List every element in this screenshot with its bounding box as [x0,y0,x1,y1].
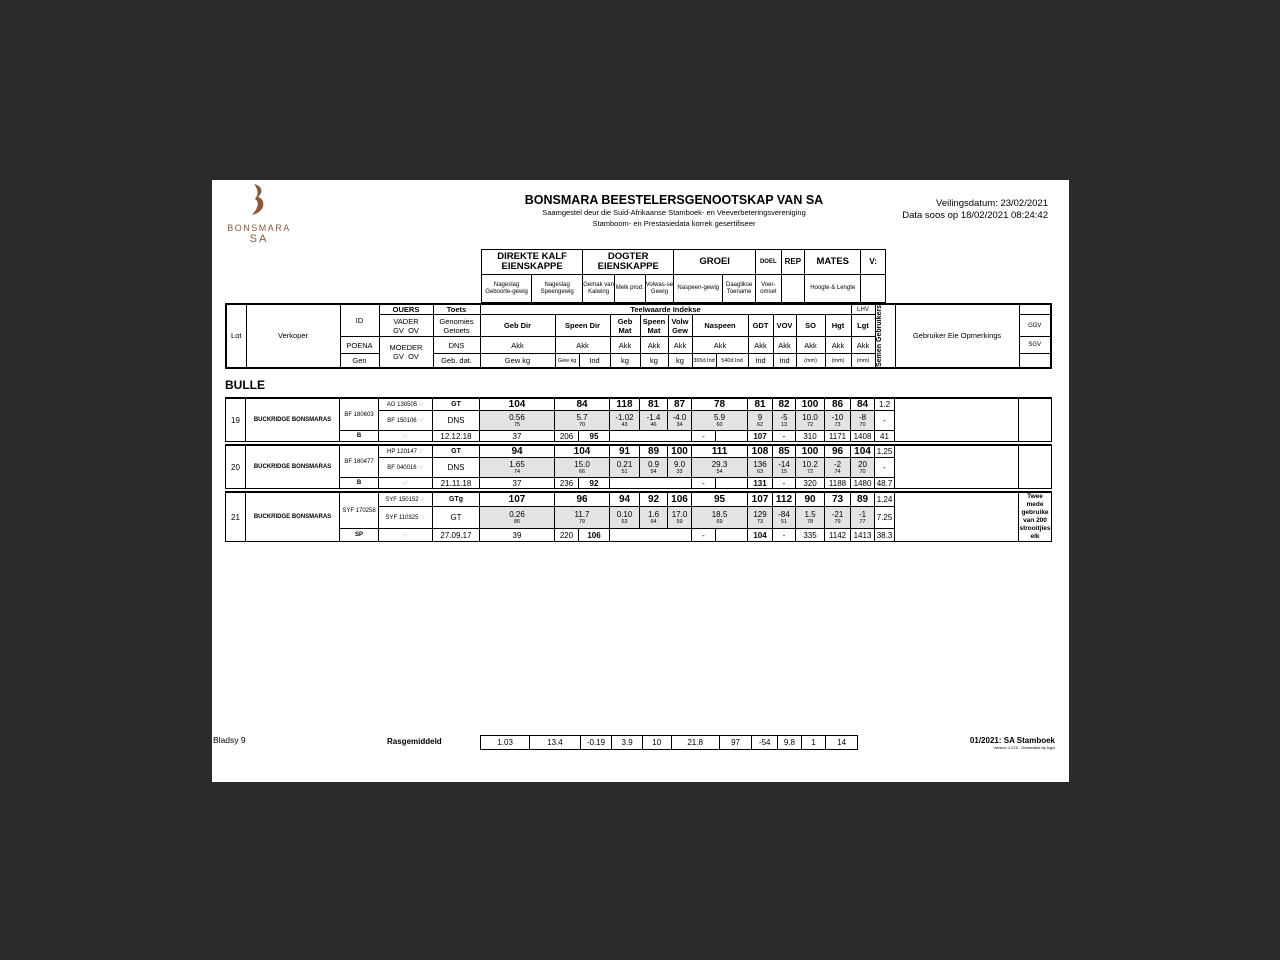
accuracy-naspeen: 54 [716,468,723,475]
akk-gdt: Akk [748,337,773,354]
sub-nageslag-geb: Nageslag Geboorte-gewig [482,275,532,303]
test-code: GTg [433,492,480,506]
unit-speenmat: kg [640,354,668,368]
sub-hoogte: Hoogte & Lengte [805,275,861,303]
wean-index: 95 [579,431,610,442]
accuracy-gdt: 73 [756,518,764,525]
accuracy-hgt: 79 [834,518,841,525]
wean-weight: 206 [555,431,579,442]
post-wean-365: - [692,478,716,489]
value-gebdir: 1.65 74 [480,458,555,478]
poena: B [340,478,379,489]
lot-row [225,444,1052,489]
height: 1142 [825,529,851,542]
scrotal: 335 [796,529,825,542]
index-gebdir: 107 [480,492,555,506]
dam-id: BF 040016 ☞ [379,458,433,478]
sub-nageslag-speen: Nageslag Speengewig [532,275,583,303]
col-vader: VADER [393,316,419,326]
logo-line1: BONSMARA [227,223,291,233]
wean-index: 106 [579,529,610,542]
avg-value: 21.8 [671,736,719,750]
col-gdt: GDT [748,315,773,337]
col-gebdir: Geb Dir [480,315,555,337]
col-gv-1: GV [393,325,404,335]
avg-value: 97 [719,736,752,750]
sire-id: SYF 150152 ☞ [379,492,433,506]
accuracy-gebdir: 86 [513,518,521,525]
avg-label: Rasgemiddeld [387,737,442,746]
akk-lgt: Akk [851,337,875,354]
value-vov: -84 51 [773,506,796,529]
accuracy-vov: 51 [780,518,788,525]
remark [1019,398,1052,442]
accuracy-lgt: 70 [859,421,866,428]
value-gdt: 136 63 [748,458,773,478]
value-gebmat: 0.10 63 [610,506,640,529]
akk-speenmat: Akk [640,337,668,354]
akk-vov: Akk [773,337,796,354]
index-gdt: 108 [748,445,773,458]
index-so: 100 [796,398,825,411]
col-opmerkings: Gebruiker Eie Opmerkings [895,304,1019,368]
col-toets: Toets [433,304,480,315]
avg-value: -0.19 [580,736,612,750]
akk-volwgew: Akk [668,337,692,354]
value-speendir: 5.7 70 [555,411,610,431]
index-so: 100 [796,445,825,458]
col-gebmat: Geb Mat [610,315,640,337]
v-value-2: 7.25 [875,506,895,529]
accuracy-hgt: 73 [834,421,841,428]
birth-weight: 39 [480,529,555,542]
index-hgt: 73 [825,492,851,506]
value-gebmat: 0.21 51 [610,458,640,478]
value-hgt: -10 73 [825,411,851,431]
scrotal: 320 [796,478,825,489]
col-lot: Lot [226,304,246,368]
index-gdt: 107 [748,492,773,506]
index-naspeen: 95 [692,492,748,506]
sub-volwasse: Volwas-se Gewig [645,275,674,303]
dam-id: BF 150106 ☞ [379,411,433,431]
sub-voer: Voer-omset [756,275,782,303]
post-wean-365: - [692,529,716,542]
catalogue-page [212,180,1069,782]
lot-row [225,491,1052,542]
post-wean-365: - [692,431,716,442]
col-ouers: OUERS [379,304,433,315]
column-header [225,303,1052,369]
col-moeder: MOEDER [389,342,423,352]
auction-date: Veilingsdatum: 23/02/2021 [936,198,1048,209]
vov-index: - [773,529,796,542]
dam-id: SYF 110325 ☞ [379,506,433,529]
accuracy-vov: 15 [780,468,788,475]
col-genomies: Genomies Getoets [433,315,480,337]
accuracy-speenmat: 46 [650,421,657,428]
index-speendir: 96 [555,492,610,506]
wean-weight: 236 [555,478,579,489]
accuracy-speenmat: 54 [650,468,657,475]
dam-icon: ☞ [418,418,424,424]
group-rep: REP [781,250,805,275]
index-speendir: 104 [555,445,610,458]
index-hgt: 86 [825,398,851,411]
value-hgt: -21 79 [825,506,851,529]
index-speenmat: 89 [640,445,668,458]
akk-hgt: Akk [825,337,851,354]
birth-date: 27.09.17 [433,529,480,542]
wean-index: 92 [579,478,610,489]
value-so: 10.0 72 [796,411,825,431]
index-gebdir: 94 [480,445,555,458]
sire-icon: ☞ [418,402,425,408]
v-value-2: - [875,411,895,431]
unit-gdt: Ind [748,354,773,368]
trait-group-header [481,249,886,303]
animal-id: BF 180603 [340,398,379,431]
value-gebdir: 0.26 86 [480,506,555,529]
lot-number: 19 [226,398,246,442]
accuracy-volwgew: 34 [676,421,683,428]
avg-value: 13.4 [530,736,580,750]
accuracy-naspeen: 69 [716,518,723,525]
index-volwgew: 100 [668,445,692,458]
index-lgt: 89 [851,492,875,506]
moeder-icon: ☞ [379,478,433,489]
unit-hgt: (mm) [825,354,851,368]
org-sub1: Saamgestel deur die Suid-Afrikaanse Stamboek- en Veeverbeteringsvereniging [542,208,806,217]
length: 1413 [851,529,875,542]
col-speendir: Speen Dir [555,315,610,337]
value-speenmat: -1.4 46 [640,411,668,431]
seller: BUCKRIDGE BONSMARAS [246,398,340,442]
col-poena: POENA [340,337,379,354]
unit-lgt: (mm) [851,354,875,368]
col-naspeen: Naspeen [692,315,748,337]
test-code: GT [433,398,480,411]
unit-vov: Ind [773,354,796,368]
birth-weight: 37 [480,478,555,489]
group-direkte: DIREKTE KALF EIENSKAPPE [482,250,583,275]
seller: BUCKRIDGE BONSMARAS [246,492,340,542]
accuracy-gebdir: 75 [513,421,521,428]
value-volwgew: 17.0 59 [668,506,692,529]
accuracy-speendir: 79 [578,518,586,525]
index-vov: 112 [773,492,796,506]
col-gen: Gen [340,354,379,368]
v-value-1: 1.2 [875,398,895,411]
v-value-3: 38.3 [875,529,895,542]
index-volwgew: 106 [668,492,692,506]
dam-icon: ☞ [418,465,424,471]
stamboek-label: 01/2021: SA Stamboek [969,736,1055,745]
gdt-index: 104 [748,529,773,542]
breed-average-table [480,735,858,750]
sire-id: HP 120147 ☞ [379,445,433,458]
lot-row [225,397,1052,442]
col-sgv: SGV [1019,337,1051,354]
accuracy-speenmat: 64 [650,518,657,525]
lot-number: 20 [226,445,246,489]
value-speenmat: 1.6 64 [640,506,668,529]
v-value-3: 41 [875,431,895,442]
avg-value: 14 [826,736,858,750]
sire-icon: ☞ [418,449,424,455]
akk-gebdir: Akk [480,337,555,354]
accuracy-speendir: 66 [578,468,586,475]
accuracy-lgt: 77 [859,518,866,525]
avg-value: 10 [642,736,671,750]
v-value-2: - [875,458,895,478]
value-lgt: -8 70 [851,411,875,431]
value-naspeen: 18.5 69 [692,506,748,529]
unit-gebdir: Gew kg [480,354,555,368]
accuracy-gdt: 63 [756,468,764,475]
value-speendir: 15.0 66 [555,458,610,478]
group-dogter: DOGTER EIENSKAPPE [583,250,674,275]
avg-value: 1.03 [481,736,530,750]
sire-id: AG 130505 ☞ [379,398,433,411]
value-lgt: -1 77 [851,506,875,529]
value-volwgew: 9.0 33 [668,458,692,478]
col-lhv: LHV [851,304,875,315]
avg-value: 9.8 [778,736,802,750]
vov-index: - [773,431,796,442]
col-ov-2: OV [408,351,419,361]
accuracy-gdt: 62 [756,421,764,428]
group-mates: MATES [805,250,861,275]
gdt-index: 131 [748,478,773,489]
unit-540d: 540d Ind [716,354,748,368]
index-gebmat: 91 [610,445,640,458]
col-hgt: Hgt [825,315,851,337]
dns-status: DNS [433,458,480,478]
dam-icon: ☞ [420,515,426,522]
index-naspeen: 111 [692,445,748,458]
wean-weight: 220 [555,529,579,542]
index-so: 90 [796,492,825,506]
birth-date: 21.11.18 [433,478,480,489]
height: 1171 [825,431,851,442]
unit-speendir-ind: Ind [579,354,610,368]
value-gebmat: -1.02 43 [610,411,640,431]
value-speendir: 11.7 79 [555,506,610,529]
accuracy-volwgew: 59 [676,518,683,525]
value-naspeen: 5.9 60 [692,411,748,431]
lot-number: 21 [226,492,246,542]
sub-gemak: Gemak van Kalwing [583,275,615,303]
accuracy-so: 78 [806,518,814,525]
index-volwgew: 87 [668,398,692,411]
moeder-icon: ☞ [379,431,433,442]
col-ggv: GGV [1019,315,1051,337]
accuracy-gebmat: 51 [621,468,628,475]
col-lgt: Lgt [851,315,875,337]
col-speenmat: Speen Mat [640,315,668,337]
index-gebdir: 104 [480,398,555,411]
col-so: SO [796,315,825,337]
index-vov: 85 [773,445,796,458]
remark [1019,445,1052,489]
accuracy-gebmat: 43 [621,421,628,428]
org-sub2: Stamboom- en Prestasiedata korrek gesertifiseer [592,219,756,228]
value-hgt: -2 74 [825,458,851,478]
index-speendir: 84 [555,398,610,411]
birth-date: 12.12.18 [433,431,480,442]
sub-naspeen: Naspeen-gewig [674,275,723,303]
col-semen: Semen Gebruikers [875,305,883,367]
test-code: GT [433,445,480,458]
index-hgt: 96 [825,445,851,458]
gdt-index: 107 [748,431,773,442]
v-value-3: 48.7 [875,478,895,489]
sub-daaglikse: Daaglikse Toename [723,275,756,303]
col-dns: DNS [433,337,480,354]
accuracy-gebdir: 74 [513,468,521,475]
remark: Twee mede gebruike van 200 strooitjies elk [1019,493,1051,540]
accuracy-lgt: 70 [859,468,866,475]
index-speenmat: 81 [640,398,668,411]
col-volwgew: Volw Gew [668,315,692,337]
dns-status: GT [433,506,480,529]
accuracy-so: 72 [806,421,814,428]
v-value-1: 1.24 [875,492,895,506]
group-v: V: [861,250,886,275]
col-gv-2: GV [393,351,404,361]
value-lgt: 20 70 [851,458,875,478]
accuracy-so: 72 [806,468,814,475]
avg-value: -54 [752,736,778,750]
value-vov: -5 13 [773,411,796,431]
org-title: BONSMARA BEESTELERSGENOOTSKAP VAN SA [524,193,824,207]
col-id: ID [340,304,379,337]
index-gebmat: 118 [610,398,640,411]
index-lgt: 84 [851,398,875,411]
section-bulle: BULLE [225,378,265,392]
index-lgt: 104 [851,445,875,458]
length: 1480 [851,478,875,489]
col-ov-1: OV [408,325,419,335]
value-gdt: 9 62 [748,411,773,431]
value-so: 1.5 78 [796,506,825,529]
unit-365d: 365d Ind [692,354,716,368]
col-vov: VOV [773,315,796,337]
version-text: Version 1.075 - Generated by logix [993,745,1055,750]
seller: BUCKRIDGE BONSMARAS [246,445,340,489]
akk-so: Akk [796,337,825,354]
poena: B [340,431,379,442]
group-groei: GROEI [674,250,756,275]
unit-volwgew: kg [668,354,692,368]
animal-id: BF 180477 [340,445,379,478]
logo-line2: SA [249,233,269,245]
index-vov: 82 [773,398,796,411]
unit-gebmat: kg [610,354,640,368]
avg-value: 3.9 [612,736,643,750]
sub-melk: Melk prod. [614,275,645,303]
v-value-1: 1.25 [875,445,895,458]
value-vov: -14 15 [773,458,796,478]
poena: SP [340,529,379,542]
length: 1408 [851,431,875,442]
data-as-of: Data soos op 18/02/2021 08:24:42 [902,210,1048,221]
akk-gebmat: Akk [610,337,640,354]
group-doel: DOEL [756,250,782,275]
value-so: 10.2 72 [796,458,825,478]
value-gebdir: 0.56 75 [480,411,555,431]
col-verkoper: Verkoper [246,304,340,368]
sire-icon: ☞ [420,496,426,503]
col-teelwaarde: Teelwaarde Indekse [480,304,851,315]
index-gdt: 81 [748,398,773,411]
accuracy-speendir: 70 [578,421,586,428]
unit-speendir: Gew kg [555,354,579,368]
animal-id: SYF 170258 [340,492,379,529]
index-speenmat: 92 [640,492,668,506]
height: 1188 [825,478,851,489]
unit-so: (mm) [796,354,825,368]
bonsmara-logo-icon [248,182,270,218]
value-gdt: 129 73 [748,506,773,529]
avg-value: 1 [801,736,826,750]
value-speenmat: 0.9 54 [640,458,668,478]
akk-speendir: Akk [555,337,610,354]
page-number: Bladsy 9 [213,735,246,745]
index-gebmat: 94 [610,492,640,506]
birth-weight: 37 [480,431,555,442]
scrotal: 310 [796,431,825,442]
value-volwgew: -4.0 34 [668,411,692,431]
akk-naspeen: Akk [692,337,748,354]
accuracy-vov: 13 [780,421,788,428]
accuracy-hgt: 74 [834,468,841,475]
dns-status: DNS [433,411,480,431]
col-gebdat: Geb. dat. [433,354,480,368]
accuracy-naspeen: 60 [716,421,723,428]
value-naspeen: 29.3 54 [692,458,748,478]
accuracy-volwgew: 33 [676,468,683,475]
vov-index: - [773,478,796,489]
index-naspeen: 78 [692,398,748,411]
moeder-icon: ☞ [379,529,433,542]
accuracy-gebmat: 63 [621,518,628,525]
